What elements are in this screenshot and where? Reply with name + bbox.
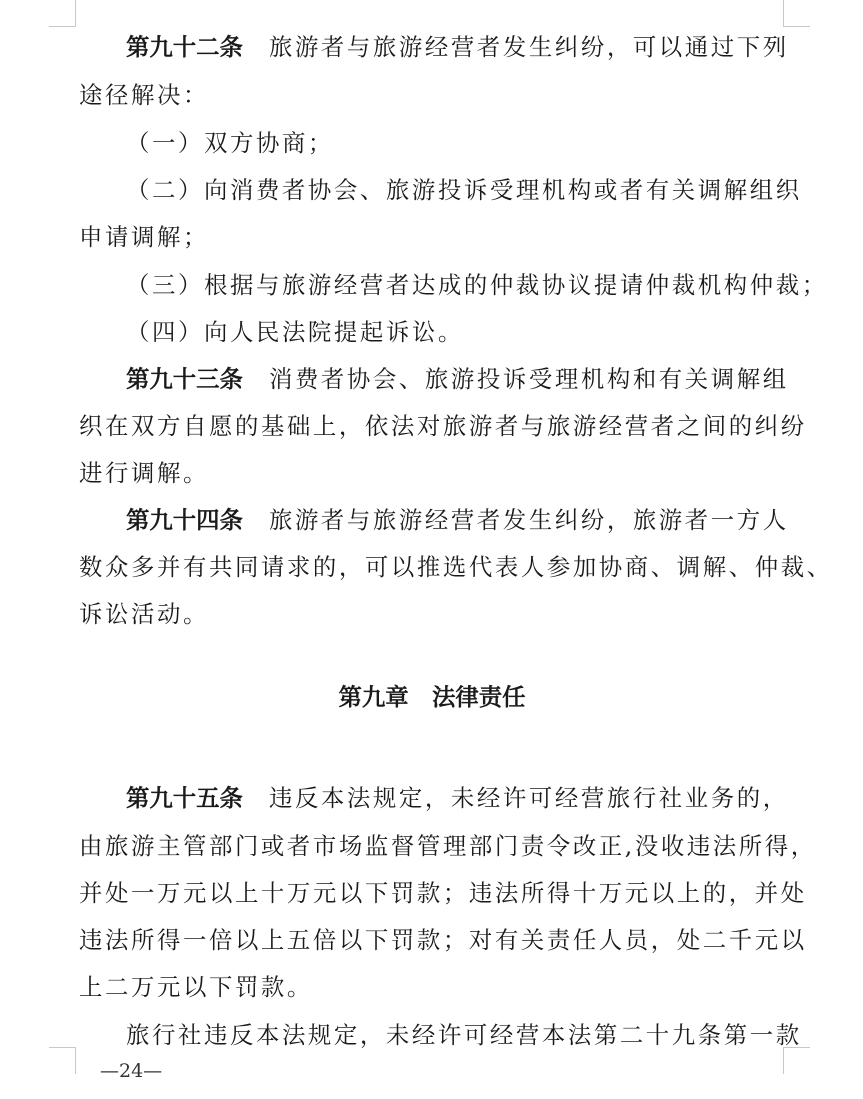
article-93-line-2: 织在双方自愿的基础上，依法对旅游者与旅游经营者之间的纠纷 (79, 412, 807, 440)
list-item-3: （三）根据与旅游经营者达成的仲裁协议提请仲裁机构仲裁； (126, 271, 828, 299)
page-number: —24— (100, 1060, 163, 1082)
article-number: 第九十三条 (126, 365, 243, 393)
article-95-line-2: 由旅游主管部门或者市场监督管理部门责令改正,没收违法所得， (79, 832, 817, 860)
article-92-line-2: 途径解决： (79, 81, 209, 109)
article-93-line-3: 进行调解。 (79, 459, 209, 487)
article-94-line-2: 数众多并有共同请求的，可以推选代表人参加协商、调解、仲裁、 (79, 553, 833, 581)
crop-mark-top-left (49, 0, 76, 27)
paragraph-text: 违反本法规定，未经许可经营旅行社业务的， (268, 784, 789, 812)
article-number: 第九十四条 (126, 506, 243, 534)
paragraph-text: 旅游者与旅游经营者发生纠纷，可以通过下列 (268, 33, 789, 61)
article-95-line-4: 违法所得一倍以上五倍以下罚款；对有关责任人员，处二千元以 (79, 926, 807, 954)
article-95-line-1 (126, 775, 789, 821)
article-93-line-1 (126, 356, 789, 402)
article-95-para-2: 旅行社违反本法规定，未经许可经营本法第二十九条第一款 (126, 1021, 802, 1049)
chapter-heading: 第九章 法律责任 (338, 683, 526, 711)
article-95-line-5: 上二万元以下罚款。 (79, 973, 313, 1001)
list-item-2-cont: 申请调解； (79, 223, 209, 251)
list-item-4: （四）向人民法院提起诉讼。 (126, 318, 464, 346)
article-94-line-1 (126, 497, 789, 543)
article-number: 第九十五条 (126, 784, 243, 812)
paragraph-text: 旅游者与旅游经营者发生纠纷，旅游者一方人 (268, 506, 789, 534)
crop-mark-top-right (783, 0, 810, 27)
article-94-line-3: 诉讼活动。 (79, 600, 209, 628)
paragraph-text: 消费者协会、旅游投诉受理机构和有关调解组 (268, 365, 789, 393)
list-item-1: （一）双方协商； (126, 129, 334, 157)
crop-mark-bottom-left (49, 1047, 76, 1074)
list-item-2: （二）向消费者协会、旅游投诉受理机构或者有关调解组织 (126, 176, 802, 204)
article-95-line-3: 并处一万元以上十万元以下罚款；违法所得十万元以上的，并处 (79, 879, 807, 907)
article-number: 第九十二条 (126, 33, 243, 61)
article-92-line-1 (126, 24, 789, 70)
